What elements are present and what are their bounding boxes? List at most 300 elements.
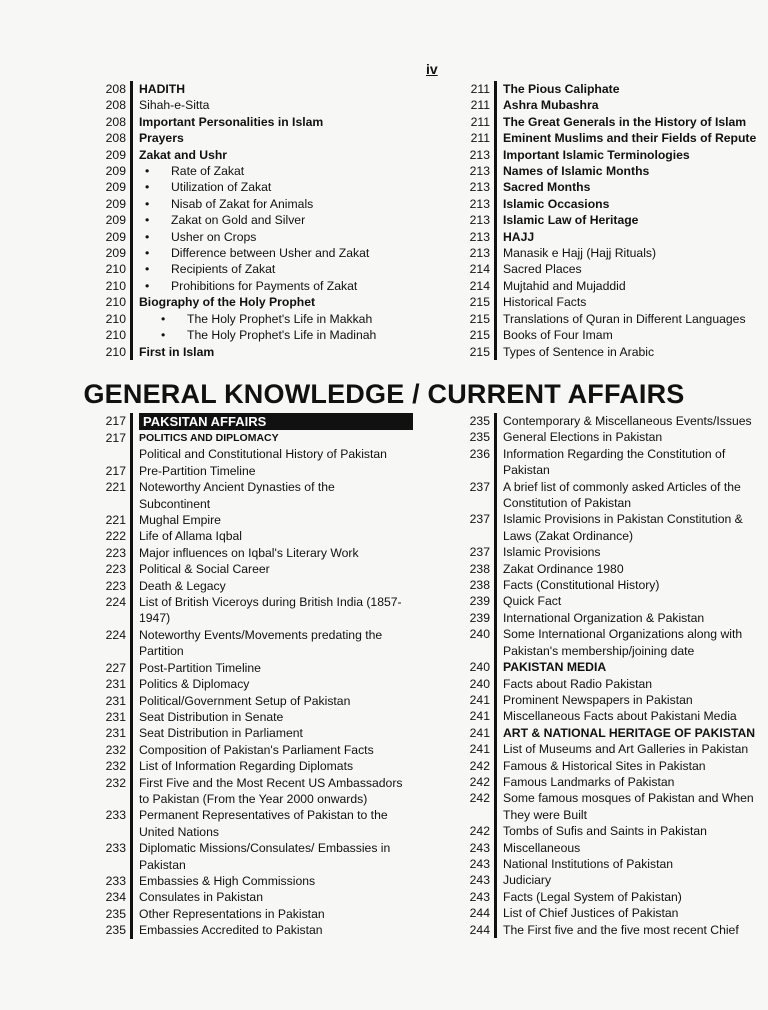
toc-divider-bar [130, 512, 133, 528]
toc-divider-bar [494, 81, 497, 97]
toc-title: United Nations [139, 824, 219, 839]
toc-entry [100, 147, 425, 163]
toc-divider-bar [130, 327, 133, 343]
toc-entry [100, 840, 430, 856]
toc-entry [100, 610, 430, 626]
toc-title: Information Regarding the Constitution of [503, 446, 726, 461]
toc-divider-bar [494, 823, 497, 839]
toc-divider-bar [494, 278, 497, 294]
toc-entry [464, 610, 764, 626]
toc-title: General Elections in Pakistan [503, 430, 663, 445]
toc-page-number: 235 [105, 906, 126, 921]
toc-page-number: 210 [105, 278, 126, 293]
toc-title: Seat Distribution in Senate [139, 709, 284, 724]
toc-entry [464, 528, 764, 544]
toc-title: List of Information Regarding Diplomats [139, 759, 354, 774]
toc-entry [464, 758, 764, 774]
toc-entry [100, 278, 425, 294]
toc-title: They were Built [503, 807, 587, 822]
toc-divider-bar [130, 545, 133, 561]
toc-page-number: 210 [105, 295, 126, 310]
toc-entry [100, 742, 430, 758]
toc-entry [464, 229, 764, 245]
toc-entry [464, 81, 764, 97]
toc-page-number: 235 [105, 923, 126, 938]
toc-divider-bar [494, 676, 497, 692]
toc-entry [100, 81, 425, 97]
toc-page-number: 240 [469, 676, 490, 691]
toc-title: Post-Partition Timeline [139, 660, 261, 675]
toc-divider-bar [494, 511, 497, 527]
toc-page-number: 239 [469, 594, 490, 609]
toc-title: • Rate of Zakat [139, 163, 425, 179]
toc-page-number: 211 [470, 131, 490, 146]
toc-entry [100, 344, 425, 360]
toc-entry [464, 294, 764, 310]
toc-divider-bar [130, 676, 133, 692]
toc-entry [100, 791, 430, 807]
toc-title: Facts about Radio Pakistan [503, 676, 653, 691]
toc-divider-bar [130, 840, 133, 856]
toc-title: 1947) [139, 611, 171, 626]
toc-title: Islamic Provisions in Pakistan Constitution & [503, 512, 743, 527]
toc-entry [100, 660, 430, 676]
toc-title: Contemporary & Miscellaneous Events/Issues [503, 414, 752, 428]
toc-title: Translations of Quran in Different Languages [503, 311, 746, 326]
toc-divider-bar [494, 163, 497, 179]
toc-entry [464, 413, 764, 429]
toc-page-number: 211 [470, 114, 490, 129]
toc-page-number: 221 [105, 513, 126, 528]
toc-entry [464, 790, 764, 806]
toc-entry [464, 147, 764, 163]
toc-page-number: 217 [105, 414, 126, 428]
toc-entry [100, 627, 430, 643]
toc-divider-bar [494, 577, 497, 593]
toc-title: Some famous mosques of Pakistan and When [503, 791, 754, 806]
toc-divider-bar [494, 245, 497, 261]
toc-title: Seat Distribution in Parliament [139, 726, 303, 741]
toc-divider-bar [130, 229, 133, 245]
toc-divider-bar [494, 261, 497, 277]
toc-divider-bar [130, 81, 133, 97]
toc-page-number: 238 [469, 561, 490, 576]
toc-page-number: 213 [469, 229, 490, 244]
toc-title: to Pakistan (From the Year 2000 onwards) [139, 791, 368, 806]
toc-page-number: 211 [470, 98, 490, 113]
page-number: iv [426, 61, 438, 77]
toc-page-number: 244 [469, 922, 490, 937]
toc-title: Partition [139, 644, 184, 659]
toc-entry [100, 807, 430, 823]
toc-entry [100, 512, 430, 528]
toc-entry [100, 430, 430, 446]
toc-entry [464, 922, 764, 938]
toc-entry [100, 676, 430, 692]
toc-divider-bar [494, 130, 497, 146]
toc-title: PAKSITAN AFFAIRS [139, 413, 413, 430]
toc-divider-bar [130, 857, 133, 873]
toc-title: Mughal Empire [139, 513, 221, 528]
toc-entry [100, 561, 430, 577]
toc-page-number: 235 [469, 430, 490, 445]
toc-title: HAJJ [503, 229, 535, 244]
toc-divider-bar [130, 496, 133, 512]
toc-entry [100, 775, 430, 791]
toc-page-number: 243 [469, 873, 490, 888]
toc-entry [464, 130, 764, 146]
toc-title: Miscellaneous [503, 840, 581, 855]
toc-column-bottom-left [100, 413, 430, 939]
toc-divider-bar [130, 479, 133, 495]
toc-page-number: 235 [469, 414, 490, 428]
toc-page-number: 213 [469, 246, 490, 261]
toc-divider-bar [494, 708, 497, 724]
toc-entry [464, 462, 764, 478]
toc-page-number: 224 [105, 627, 126, 642]
toc-title: • Usher on Crops [139, 229, 425, 245]
toc-page-number: 223 [105, 578, 126, 593]
toc-entry [100, 463, 430, 479]
toc-title: Noteworthy Ancient Dynasties of the [139, 480, 335, 495]
toc-entry [100, 857, 430, 873]
toc-page-number: 210 [105, 311, 126, 326]
toc-entry [464, 278, 764, 294]
toc-title: Ashra Mubashra [503, 98, 599, 113]
toc-divider-bar [494, 495, 497, 511]
toc-page-number: 242 [469, 791, 490, 806]
toc-title: List of British Viceroys during British India (1857- [139, 595, 402, 610]
toc-divider-bar [130, 775, 133, 791]
toc-divider-bar [130, 873, 133, 889]
toc-entry [464, 429, 764, 445]
toc-page-number: 209 [105, 229, 126, 244]
toc-title: National Institutions of Pakistan [503, 856, 674, 871]
toc-title: The First five and the five most recent Chief [503, 922, 739, 937]
toc-entry [100, 114, 425, 130]
toc-page-number: 242 [469, 824, 490, 839]
toc-title: ART & NATIONAL HERITAGE OF PAKISTAN [503, 725, 756, 740]
toc-divider-bar [130, 578, 133, 594]
toc-page-number: 224 [105, 595, 126, 610]
toc-page-number: 217 [105, 463, 126, 478]
toc-title: Important Islamic Terminologies [503, 147, 690, 162]
toc-page-number: 234 [105, 890, 126, 905]
toc-title: Sacred Months [503, 180, 591, 195]
toc-entry [100, 311, 425, 327]
toc-entry [464, 179, 764, 195]
toc-title: Diplomatic Missions/Consulates/ Embassies in [139, 841, 391, 856]
toc-entry [464, 97, 764, 113]
toc-entry [100, 446, 430, 462]
toc-page-number: 233 [105, 808, 126, 823]
toc-page-number: 215 [469, 328, 490, 343]
toc-title: Facts (Legal System of Pakistan) [503, 889, 682, 904]
toc-title: Eminent Muslims and their Fields of Repute [503, 131, 757, 146]
toc-entry [464, 807, 764, 823]
toc-divider-bar [494, 741, 497, 757]
toc-divider-bar [130, 610, 133, 626]
toc-divider-bar [494, 429, 497, 445]
toc-entry [100, 130, 425, 146]
toc-page-number: 241 [469, 709, 490, 724]
toc-divider-bar [494, 544, 497, 560]
toc-column-bottom-right [464, 413, 764, 938]
toc-entry [464, 163, 764, 179]
toc-page-number: 240 [469, 660, 490, 675]
toc-title: Judiciary [503, 873, 552, 888]
toc-entry [100, 725, 430, 741]
toc-entry [100, 179, 425, 195]
toc-divider-bar [130, 709, 133, 725]
toc-page-number: 240 [469, 627, 490, 642]
toc-entry [464, 544, 764, 560]
toc-page-number: 233 [105, 841, 126, 856]
toc-page-number: 222 [105, 529, 126, 544]
toc-page-number: 211 [470, 82, 490, 96]
toc-page-number: 209 [105, 147, 126, 162]
toc-entry [100, 294, 425, 310]
toc-entry [464, 577, 764, 593]
toc-title: The Pious Caliphate [503, 82, 620, 96]
toc-title: Islamic Law of Heritage [503, 213, 639, 228]
toc-divider-bar [130, 130, 133, 146]
toc-page-number: 242 [469, 758, 490, 773]
toc-entry [464, 593, 764, 609]
toc-divider-bar [130, 114, 133, 130]
toc-entry [464, 676, 764, 692]
toc-entry [100, 479, 430, 495]
toc-divider-bar [494, 462, 497, 478]
toc-divider-bar [494, 528, 497, 544]
toc-title: Major influences on Iqbal's Literary Work [139, 545, 359, 560]
toc-entry [464, 212, 764, 228]
toc-divider-bar [130, 807, 133, 823]
toc-divider-bar [494, 212, 497, 228]
toc-title: Facts (Constitutional History) [503, 578, 660, 593]
toc-page-number: 241 [469, 692, 490, 707]
toc-divider-bar [130, 693, 133, 709]
toc-title: Consulates in Pakistan [139, 890, 263, 905]
toc-page-number: 208 [105, 131, 126, 146]
toc-entry [464, 840, 764, 856]
toc-title: Permanent Representatives of Pakistan to the [139, 808, 388, 823]
toc-column-top-right [464, 81, 764, 360]
toc-entry [464, 479, 764, 495]
toc-page-number: 237 [469, 545, 490, 560]
toc-page-number: 223 [105, 545, 126, 560]
toc-title: Life of Allama Iqbal [139, 529, 242, 544]
toc-entry [464, 872, 764, 888]
toc-divider-bar [494, 610, 497, 626]
toc-divider-bar [494, 147, 497, 163]
toc-divider-bar [130, 311, 133, 327]
toc-divider-bar [130, 196, 133, 212]
toc-title: Politics & Diplomacy [139, 677, 250, 692]
toc-page-number: 237 [469, 512, 490, 527]
toc-title: Famous & Historical Sites in Pakistan [503, 758, 706, 773]
toc-divider-bar [494, 790, 497, 806]
toc-entry [464, 344, 764, 360]
toc-page-number: 231 [105, 677, 126, 692]
toc-divider-bar [130, 430, 133, 446]
toc-title: • Difference between Usher and Zakat [139, 245, 425, 261]
toc-title: Death & Legacy [139, 578, 226, 593]
toc-page-number: 217 [105, 431, 126, 445]
toc-entry [464, 659, 764, 675]
toc-entry [464, 446, 764, 462]
toc-entry [100, 261, 425, 277]
toc-title: Miscellaneous Facts about Pakistani Media [503, 709, 737, 724]
toc-entry [464, 196, 764, 212]
toc-title: PAKISTAN MEDIA [503, 660, 607, 675]
toc-divider-bar [130, 660, 133, 676]
toc-title: Important Personalities in Islam [139, 114, 324, 129]
toc-divider-bar [494, 413, 497, 429]
toc-entry [464, 725, 764, 741]
toc-page-number: 243 [469, 889, 490, 904]
toc-page-number: 210 [105, 328, 126, 343]
toc-divider-bar [130, 446, 133, 462]
toc-divider-bar [130, 528, 133, 544]
toc-title: List of Chief Justices of Pakistan [503, 906, 679, 921]
toc-entry [464, 643, 764, 659]
toc-divider-bar [130, 758, 133, 774]
toc-divider-bar [130, 922, 133, 938]
toc-page-number: 213 [469, 164, 490, 179]
toc-divider-bar [130, 594, 133, 610]
toc-entry [464, 495, 764, 511]
toc-title: Embassies Accredited to Pakistan [139, 923, 323, 938]
toc-title: Types of Sentence in Arabic [503, 344, 655, 359]
toc-entry [100, 229, 425, 245]
toc-title: A brief list of commonly asked Articles of the [503, 479, 741, 494]
toc-title: Laws (Zakat Ordinance) [503, 528, 634, 543]
toc-title: First in Islam [139, 344, 215, 359]
toc-page-number: 231 [105, 726, 126, 741]
toc-title: • Zakat on Gold and Silver [139, 212, 425, 228]
toc-title: Pakistan [139, 857, 186, 872]
toc-entry [464, 327, 764, 343]
toc-title: Subcontinent [139, 496, 211, 511]
toc-page-number: 232 [105, 742, 126, 757]
toc-divider-bar [494, 889, 497, 905]
toc-page-number: 208 [105, 114, 126, 129]
toc-title: Manasik e Hajj (Hajj Rituals) [503, 246, 657, 261]
toc-entry [464, 905, 764, 921]
toc-title: Islamic Occasions [503, 196, 610, 211]
toc-divider-bar [130, 147, 133, 163]
toc-divider-bar [494, 872, 497, 888]
toc-divider-bar [494, 196, 497, 212]
toc-page-number: 236 [469, 446, 490, 461]
toc-entry [100, 906, 430, 922]
toc-divider-bar [494, 446, 497, 462]
toc-page-number: 231 [105, 709, 126, 724]
toc-page-number: 208 [105, 82, 126, 96]
toc-title: Pre-Partition Timeline [139, 463, 256, 478]
toc-title: Zakat Ordinance 1980 [503, 561, 624, 576]
toc-divider-bar [130, 278, 133, 294]
toc-title: Sacred Places [503, 262, 582, 277]
toc-divider-bar [130, 643, 133, 659]
toc-divider-bar [130, 824, 133, 840]
toc-entry [100, 528, 430, 544]
toc-entry [464, 856, 764, 872]
toc-entry [100, 643, 430, 659]
toc-page-number: 233 [105, 873, 126, 888]
toc-entry [464, 889, 764, 905]
toc-page-number: 215 [469, 344, 490, 359]
toc-title: Historical Facts [503, 295, 587, 310]
toc-divider-bar [494, 856, 497, 872]
toc-page-number: 215 [469, 311, 490, 326]
toc-page-number: 232 [105, 775, 126, 790]
toc-divider-bar [494, 758, 497, 774]
toc-title: Embassies & High Commissions [139, 873, 316, 888]
toc-divider-bar [494, 807, 497, 823]
toc-title: Pakistan [503, 463, 550, 478]
toc-divider-bar [494, 905, 497, 921]
toc-page-number: 243 [469, 856, 490, 871]
toc-page-number: 242 [469, 774, 490, 789]
toc-entry [100, 196, 425, 212]
toc-title: Political and Constitutional History of Pakistan [139, 447, 387, 462]
toc-entry [100, 709, 430, 725]
toc-entry [100, 212, 425, 228]
toc-page-number: 213 [469, 147, 490, 162]
toc-page-number: 213 [469, 213, 490, 228]
toc-entry [464, 708, 764, 724]
toc-divider-bar [130, 906, 133, 922]
toc-title: • Prohibitions for Payments of Zakat [139, 278, 425, 294]
toc-entry [100, 413, 430, 430]
toc-title: Noteworthy Events/Movements predating the [139, 627, 383, 642]
toc-entry [100, 889, 430, 905]
toc-title: Composition of Pakistan's Parliament Facts [139, 742, 374, 757]
toc-page-number: 213 [469, 180, 490, 195]
toc-entry [464, 245, 764, 261]
toc-entry [100, 245, 425, 261]
toc-entry [464, 114, 764, 130]
toc-entry [100, 824, 430, 840]
toc-page-number: 237 [469, 479, 490, 494]
toc-entry [100, 97, 425, 113]
toc-page-number: 214 [469, 262, 490, 277]
toc-entry [100, 496, 430, 512]
toc-divider-bar [130, 212, 133, 228]
toc-page-number: 241 [469, 725, 490, 740]
toc-page-number: 209 [105, 180, 126, 195]
toc-title: The Great Generals in the History of Islam [503, 114, 747, 129]
toc-entry [464, 561, 764, 577]
toc-title: Quick Fact [503, 594, 562, 609]
toc-entry [100, 922, 430, 938]
toc-divider-bar [130, 791, 133, 807]
toc-entry [464, 823, 764, 839]
toc-title: First Five and the Most Recent US Ambassadors [139, 775, 403, 790]
toc-page-number: 214 [469, 278, 490, 293]
toc-divider-bar [130, 889, 133, 905]
toc-title: Sihah-e-Sitta [139, 98, 210, 113]
toc-divider-bar [494, 725, 497, 741]
toc-divider-bar [494, 327, 497, 343]
toc-divider-bar [130, 725, 133, 741]
toc-divider-bar [494, 774, 497, 790]
toc-entry [464, 692, 764, 708]
toc-page-number: 210 [105, 344, 126, 359]
toc-divider-bar [494, 692, 497, 708]
